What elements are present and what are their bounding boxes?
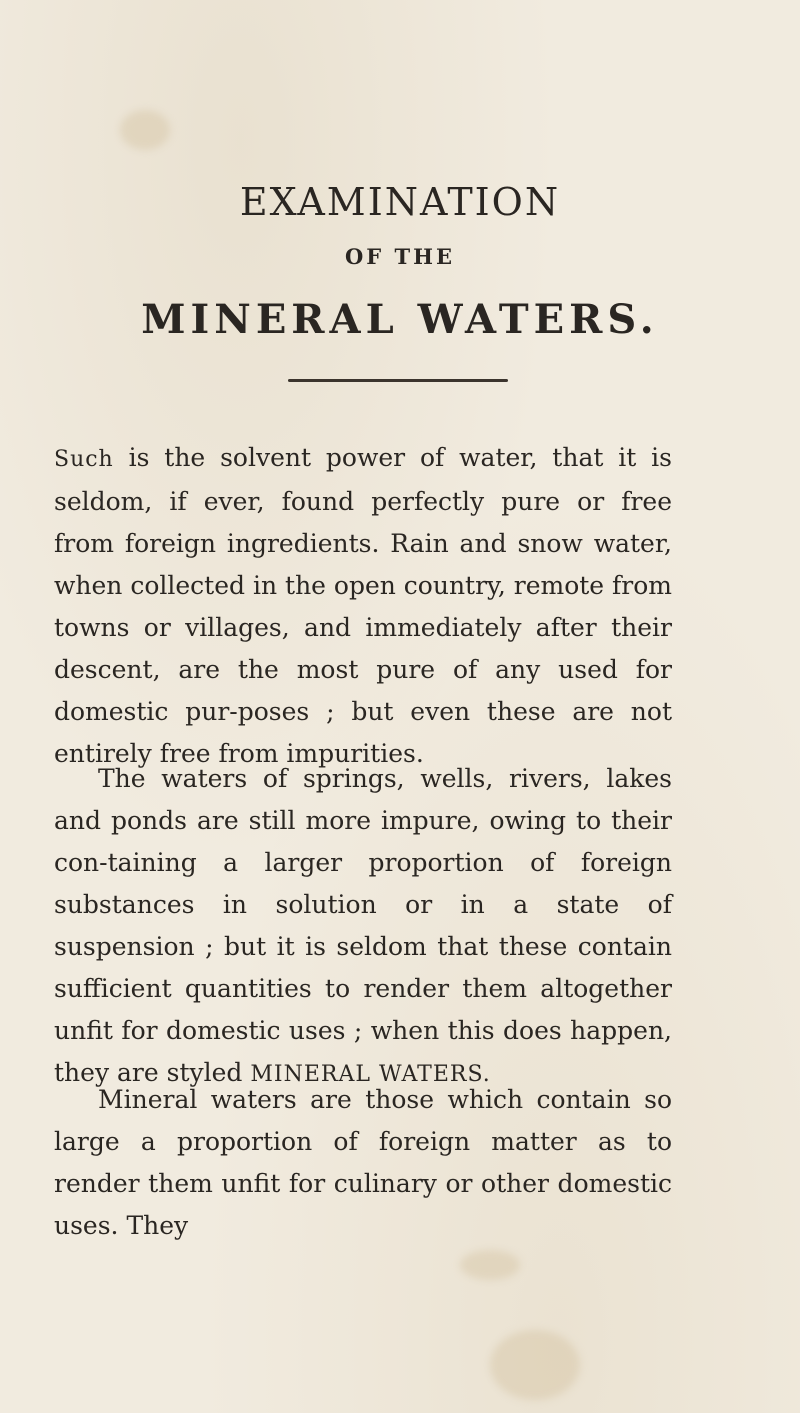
page-title: EXAMINATION xyxy=(239,180,561,224)
paragraph-3-text: Mineral waters are those which contain so large a proportion of foreign matter as to render them unfit for culinary or other domestic uses. They xyxy=(54,1085,672,1240)
paragraph-1-text: is the solvent power of water, that it is seldom, if ever, found perfectly pure or free from foreign ingredients. Rain and snow water, when collected in the open country, remote from towns or villages, and immediately after their descent, are the most pure of any used for domestic pur-poses ; but even these are not entirely free from impurities. xyxy=(54,443,673,768)
paragraph-2-text: The waters of springs, wells, rivers, lakes and ponds are still more impure, owing to their con-taining a larger proportion of foreign substances in solution or in a state of suspension ; but it is seldom that these contain sufficient quantities to render them altogether unfit for domestic uses ; when this does happen, they are styled xyxy=(54,764,672,1087)
paragraph-2 xyxy=(54,758,672,1096)
page-subtitle: MINERAL WATERS. xyxy=(141,296,659,343)
paragraph-1 xyxy=(54,437,672,775)
page-stain xyxy=(490,1330,580,1400)
page-stain xyxy=(460,1250,520,1280)
title-connector: OF THE xyxy=(345,244,455,269)
title-divider xyxy=(288,379,508,382)
paragraph-2-emphasis: MINERAL WATERS. xyxy=(250,1062,491,1087)
page-stain xyxy=(120,110,170,150)
paragraph-3 xyxy=(54,1079,672,1247)
paragraph-1-lead-word: Such xyxy=(54,447,114,472)
